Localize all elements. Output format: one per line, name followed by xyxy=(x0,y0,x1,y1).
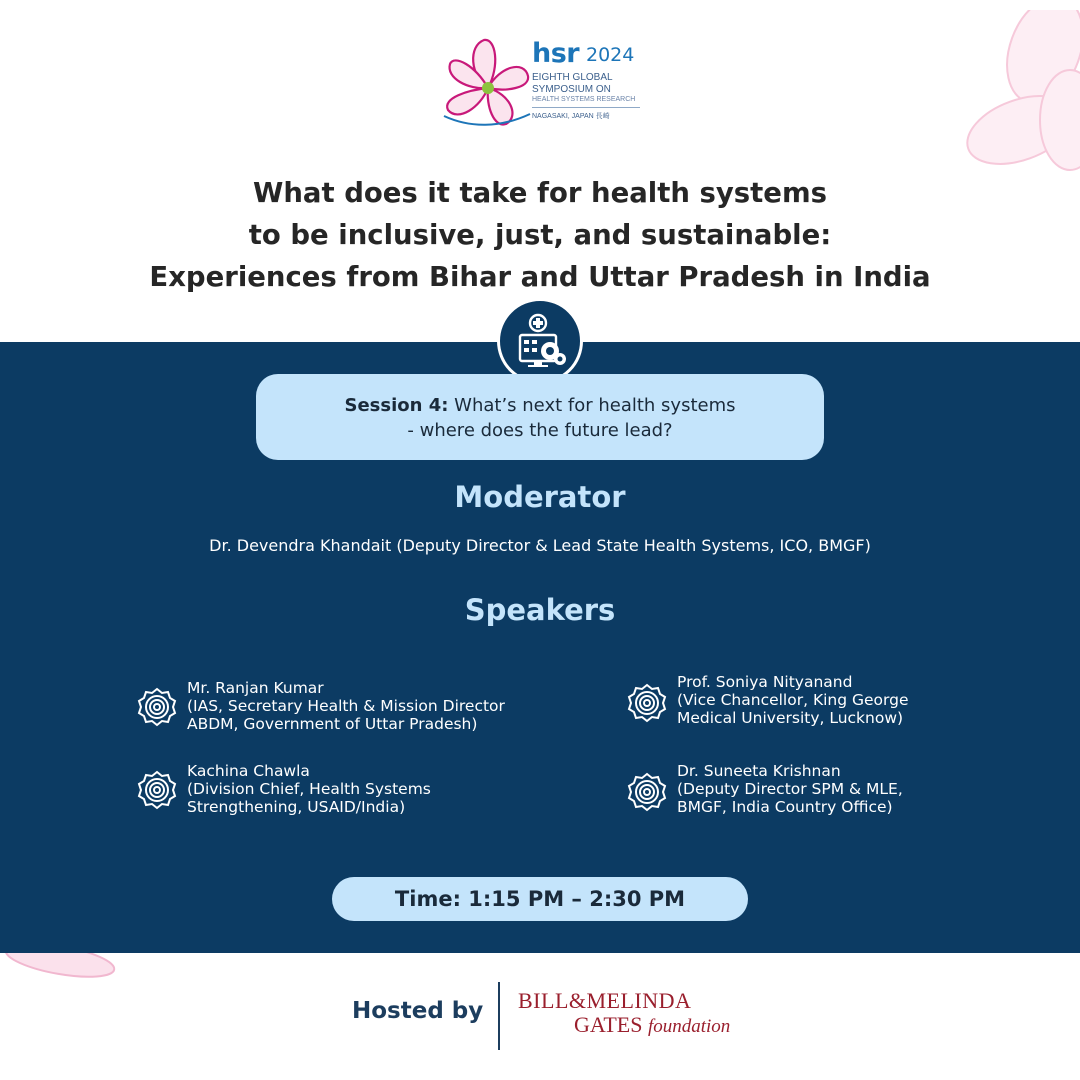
logo-location: NAGASAKI, JAPAN 長崎 xyxy=(532,113,610,120)
speaker-details xyxy=(187,762,527,816)
title-line-1: What does it take for health systems xyxy=(253,177,827,209)
speaker-role: (Division Chief, Health Systems xyxy=(187,780,431,798)
session-text-2: - where does the future lead? xyxy=(407,420,673,441)
speaker-org: Strengthening, USAID/India) xyxy=(187,798,406,816)
speaker-org: BMGF, India Country Office) xyxy=(677,798,893,816)
logo-line-3: HEALTH SYSTEMS RESEARCH xyxy=(532,96,636,103)
gates-logo-line-1: BILL&MELINDA xyxy=(518,988,692,1013)
cherry-blossom-icon xyxy=(440,36,532,130)
title-line-2: to be inclusive, just, and sustainable: xyxy=(248,219,832,251)
speakers-heading: Speakers xyxy=(464,593,616,627)
session-title-pill xyxy=(256,374,824,460)
gates-logo-gates: GATES xyxy=(574,1012,648,1037)
footer-divider xyxy=(498,982,500,1050)
hospital-gear-icon xyxy=(512,313,568,369)
session-time-pill: Time: 1:15 PM – 2:30 PM xyxy=(332,877,748,921)
speaker-name: Prof. Soniya Nityanand xyxy=(677,673,853,691)
session-label: Session 4: xyxy=(344,395,449,416)
speaker-name: Mr. Ranjan Kumar xyxy=(187,679,324,697)
hospital-icon xyxy=(497,298,583,384)
flower-decoration-top-right xyxy=(950,10,1080,180)
speaker-role: (IAS, Secretary Health & Mission Director xyxy=(187,697,505,715)
speaker-badge-icon xyxy=(137,687,177,727)
hosted-by-label: Hosted by xyxy=(352,998,484,1024)
moderator-heading: Moderator xyxy=(454,480,626,514)
gates-foundation-logo xyxy=(518,988,778,1038)
speaker-name: Kachina Chawla xyxy=(187,762,310,780)
speaker-details xyxy=(677,762,1017,816)
logo-line-2: SYMPOSIUM ON xyxy=(532,84,611,95)
logo-divider xyxy=(532,107,640,108)
speaker-details xyxy=(187,679,527,733)
title-line-3: Experiences from Bihar and Uttar Pradesh in India xyxy=(149,261,931,293)
page-title xyxy=(60,172,1020,298)
speaker-org: Medical University, Lucknow) xyxy=(677,709,904,727)
speaker-badge-icon xyxy=(137,770,177,810)
logo-line-1: EIGHTH GLOBAL xyxy=(532,72,613,83)
speaker-badge-icon xyxy=(627,772,667,812)
speaker-role: (Deputy Director SPM & MLE, xyxy=(677,780,903,798)
logo-brand-text: hsr xyxy=(532,38,580,69)
hsr-2024-logo xyxy=(440,36,650,130)
logo-year-text: 2024 xyxy=(586,44,635,66)
gates-logo-foundation: foundation xyxy=(647,1016,731,1037)
gates-logo-line-2 xyxy=(574,1012,730,1038)
speaker-name: Dr. Suneeta Krishnan xyxy=(677,762,841,780)
speaker-badge-icon xyxy=(627,683,667,723)
session-line-1 xyxy=(256,393,824,418)
speaker-org: ABDM, Government of Uttar Pradesh) xyxy=(187,715,478,733)
session-text-1: What’s next for health systems xyxy=(448,395,736,416)
moderator-name: Dr. Devendra Khandait (Deputy Director & Lead State Health Systems, ICO, BMGF) xyxy=(209,536,871,555)
speaker-details xyxy=(677,673,1017,727)
speaker-role: (Vice Chancellor, King George xyxy=(677,691,909,709)
